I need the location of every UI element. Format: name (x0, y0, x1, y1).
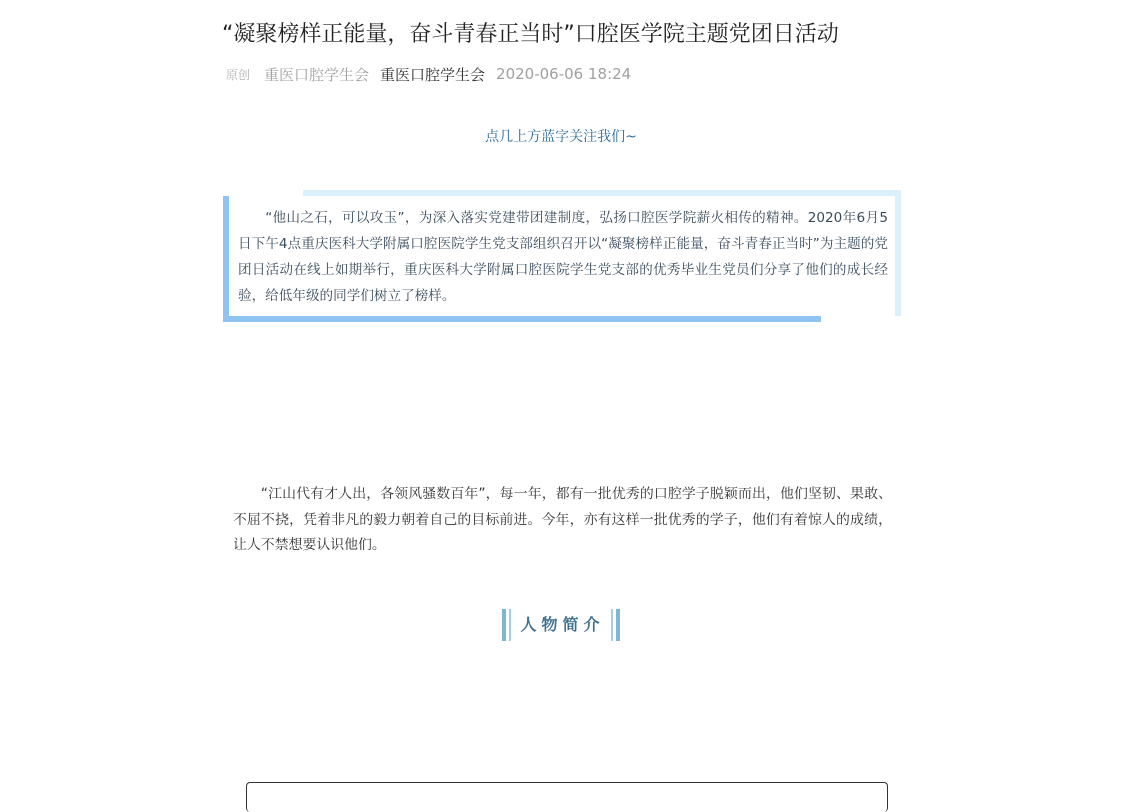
heading-right-bars (611, 609, 620, 641)
publish-time: 2020-06-06 18:24 (496, 65, 632, 83)
article-title: “凝聚榜样正能量，奋斗青春正当时”口腔医学院主题党团日活动 (222, 22, 839, 47)
quote-text: “他山之石，可以攻玉”，为深入落实党建带团建制度，弘扬口腔医学院薪火相传的精神。2020年6月5日下午4点重庆医科大学附属口腔医院学生党支部组织召开以“凝聚榜样正能量，奋斗青春正当时”为主题的党团日活动在线上如期举行，重庆医科大学附属口腔医院学生党支部的优秀毕业生党员们分享了他们的成长经验，给低年级的同学们树立了榜样。 (238, 210, 888, 304)
heading-bar (611, 609, 613, 641)
author-name: 重医口腔学生会 (264, 65, 370, 84)
quote-bottom-border (223, 316, 821, 322)
follow-tip: 点几上方蓝字关注我们~ (485, 129, 637, 145)
heading-bar (509, 609, 511, 641)
quote-box (223, 190, 901, 324)
heading-bar (616, 609, 620, 641)
section-heading-label: 人物简介 (520, 615, 605, 634)
account-name-link[interactable]: 重医口腔学生会 (380, 65, 486, 84)
heading-left-bars (502, 609, 511, 641)
article-meta (226, 62, 631, 86)
quote-left-border (223, 196, 229, 322)
heading-bar (502, 609, 506, 641)
body-paragraph: “江山代有才人出，各领风骚数百年”，每一年，都有一批优秀的口腔学子脱颖而出，他们坚韧、果敢、不屈不挠，凭着非凡的毅力朝着自己的目标前进。今年，亦有这样一批优秀的学子，他们有着惊人的成绩，让人不禁想要认识他们。 (233, 486, 892, 553)
quote-right-border (895, 190, 901, 316)
quote-top-border (303, 190, 901, 196)
card-frame (246, 782, 888, 812)
section-heading (0, 608, 1122, 642)
original-tag: 原创 (226, 67, 251, 82)
